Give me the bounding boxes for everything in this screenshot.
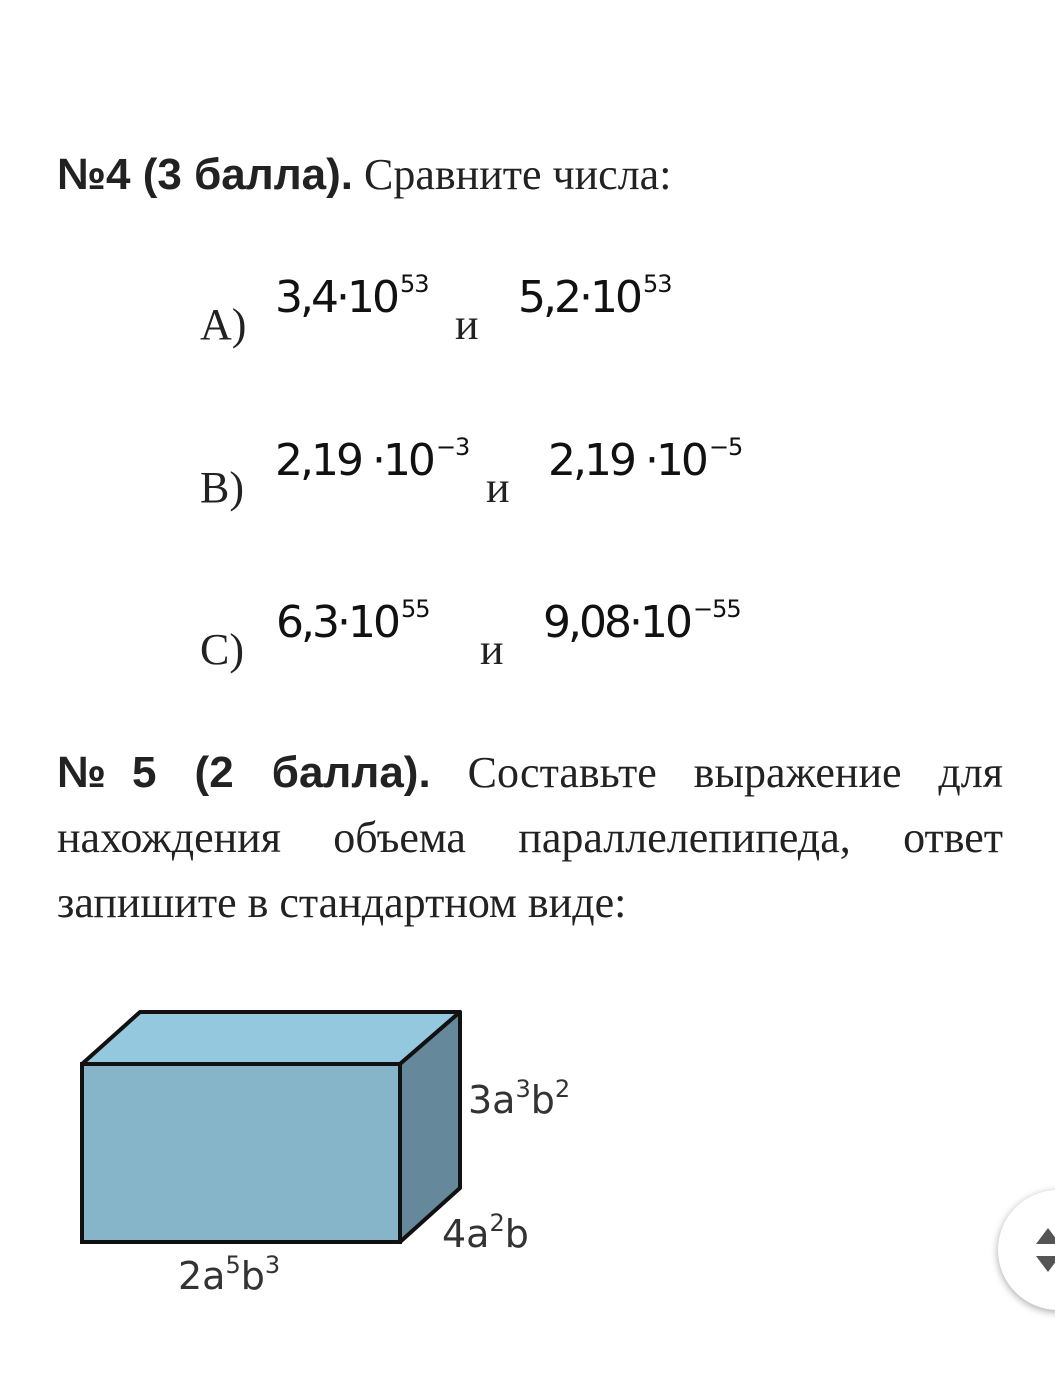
- task5-prompt: Составьте выражение для нахождения объема параллелепипеда, ответ запишите в стандартном виде:: [57, 748, 1003, 927]
- conjunction: и: [480, 625, 504, 674]
- left-number: 3,4·10 $^{53}$: [275, 270, 429, 323]
- conjunction: и: [455, 300, 479, 349]
- task4-prompt: Сравните числа:: [364, 150, 672, 199]
- box-top-face: [82, 1012, 460, 1064]
- up-down-arrows-icon: [1028, 1220, 1055, 1280]
- height-label: $3a^3b^2$: [468, 1075, 571, 1122]
- parallelepiped-diagram: [60, 990, 620, 1310]
- compare-row-a: [0, 265, 1055, 385]
- width-label: $2a^5b^3$: [178, 1251, 281, 1298]
- scroll-button[interactable]: [998, 1190, 1055, 1310]
- row-label: B): [200, 463, 244, 512]
- depth-label: $4a^2b$: [442, 1209, 529, 1256]
- conjunction: и: [486, 463, 510, 512]
- compare-row-c: [0, 592, 1055, 712]
- task4-number: №4 (3 балла).: [57, 150, 353, 199]
- left-number: 6,3·10 $^{55}$: [276, 595, 430, 648]
- task5-number: №5 (2 балла).: [57, 748, 431, 797]
- right-number: 5,2·10 $^{53}$: [518, 270, 672, 323]
- right-number: 9,08·10 $^{-55}$: [543, 595, 741, 648]
- box-front-face: [82, 1064, 400, 1242]
- row-label: C): [200, 625, 244, 674]
- left-number: 2,19 ·10 $^{-3}$: [275, 433, 470, 486]
- task4-heading: [57, 145, 671, 205]
- parallelepiped-figure: [60, 990, 620, 1310]
- task5-paragraph: [57, 740, 1003, 935]
- compare-row-b: [0, 428, 1055, 548]
- right-number: 2,19 ·10 $^{-5}$: [548, 433, 743, 486]
- row-label: A): [200, 300, 247, 349]
